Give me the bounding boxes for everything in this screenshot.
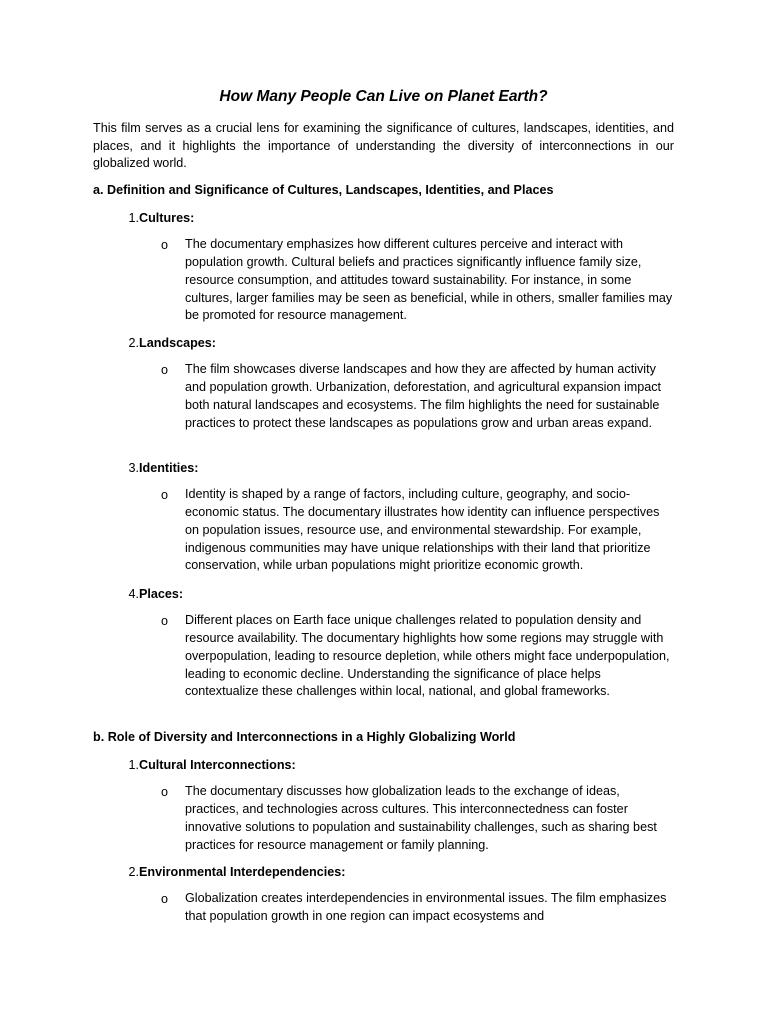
item-number: 1. <box>128 758 139 772</box>
bullet-text-cultural-interconnections: The documentary discusses how globalization leads to the exchange of ideas, practices, and technologies across cultures. This interconnectedness can foster innovative solutions to population and sustainability challenges, such as sharing best practices for resource management or family planning. <box>185 784 657 852</box>
item-label-cultural-interconnections: Cultural Interconnections: <box>139 758 296 772</box>
item-number: 4. <box>128 587 139 601</box>
item-label-cultures: Cultures: <box>139 211 195 225</box>
item-label-landscapes: Landscapes: <box>139 336 216 350</box>
section-heading-b: b. Role of Diversity and Interconnections in a Highly Globalizing World <box>93 730 516 744</box>
bullet-text-landscapes: The film showcases diverse landscapes and how they are affected by human activity and population growth. Urbanization, deforestation, and agricultural expansion impact both natural landscapes and ecosystems. The film highlights the need for sustainable practices to protect these landscapes as populations grow and urban areas expand. <box>185 362 662 430</box>
item-label-identities: Identities: <box>139 461 199 475</box>
item-number: 3. <box>128 461 139 475</box>
bullet-marker: o <box>161 363 169 377</box>
item-number: 1. <box>128 211 139 225</box>
bullet-marker: o <box>161 892 169 906</box>
intro-paragraph: This film serves as a crucial lens for examining the significance of cultures, landscapes, identities, and places, and it highlights the importance of understanding the diversity of interconnections in our globalized world. <box>93 121 674 171</box>
bullet-text-identities: Identity is shaped by a range of factors, including culture, geography, and socio-economic status. The documentary illustrates how identity can influence perspectives on population issues, resource use, and environmental stewardship. For example, indigenous communities may have unique relationships with their land that prioritize conservation, while urban populations might prioritize economic growth. <box>185 487 660 573</box>
bullet-text-environmental-interdependencies: Globalization creates interdependencies in environmental issues. The film emphasizes that population growth in one region can impact ecosystems and <box>185 891 667 923</box>
document-title: How Many People Can Live on Planet Earth? <box>219 88 548 105</box>
item-number: 2. <box>128 336 139 350</box>
item-label-environmental-interdependencies: Environmental Interdependencies: <box>139 865 346 879</box>
bullet-text-cultures: The documentary emphasizes how different cultures perceive and interact with population growth. Cultural beliefs and practices significantly influence family size, resource consumption, and attitudes toward sustainability. For instance, in some cultures, larger families may be seen as beneficial, while in others, smaller families may be promoted for resource management. <box>185 237 673 323</box>
item-number: 2. <box>128 865 139 879</box>
bullet-text-places: Different places on Earth face unique challenges related to population density and resource availability. The documentary highlights how some regions may struggle with overpopulation, leading to resource depletion, while others might face underpopulation, leading to economic decline. Understanding the significance of place helps contextualize these challenges within local, national, and global frameworks. <box>185 613 670 699</box>
bullet-marker: o <box>161 785 169 799</box>
bullet-marker: o <box>161 238 169 252</box>
bullet-marker: o <box>161 488 169 502</box>
section-heading-a: a. Definition and Significance of Cultures, Landscapes, Identities, and Places <box>93 183 554 197</box>
bullet-marker: o <box>161 614 169 628</box>
item-label-places: Places: <box>139 587 184 601</box>
